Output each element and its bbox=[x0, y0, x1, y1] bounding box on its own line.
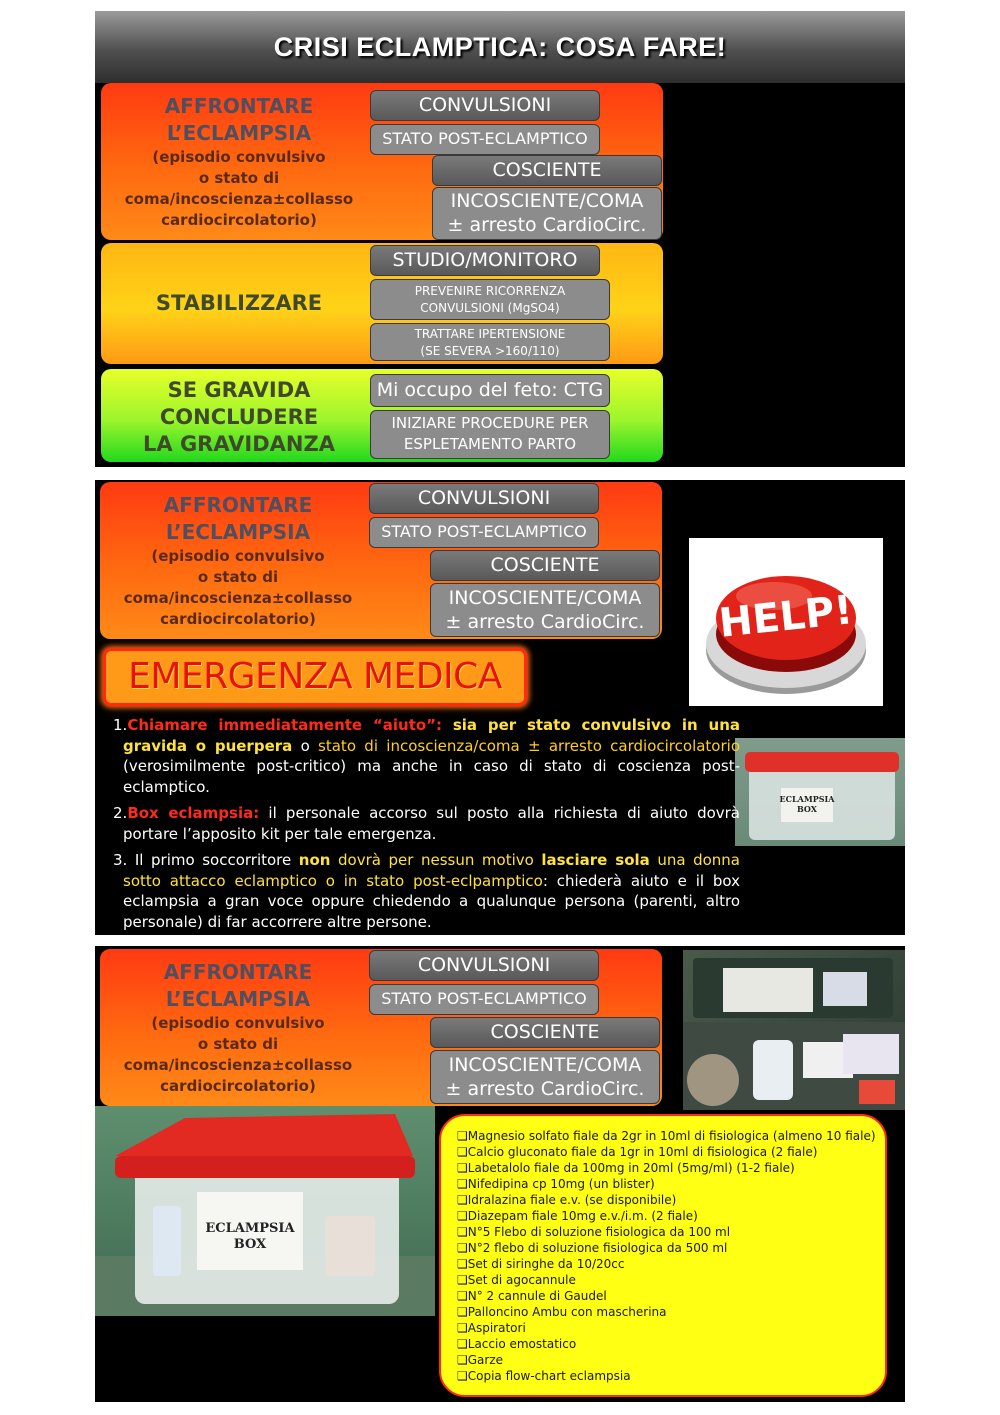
step-1-b: sia per stato convulsivo in una gravida o puerpera bbox=[123, 716, 740, 755]
box-prevenire bbox=[370, 279, 610, 320]
open-kit-photo bbox=[683, 950, 905, 1110]
affrontare-title-2: L’ECLAMPSIA bbox=[166, 121, 312, 145]
step-3 bbox=[113, 850, 740, 932]
step-1-d: stato di incoscienza/coma ± arresto cardiocircolatorio bbox=[318, 736, 740, 755]
affrontare-title-1: AFFRONTARE bbox=[164, 94, 314, 118]
kit-item: ❑Labetalolo fiale da 100mg in 20ml (5mg/ml) (1-2 fiale) bbox=[457, 1161, 795, 1175]
big-box-label-2: BOX bbox=[233, 1237, 267, 1252]
affrontare-sub-3: coma/incoscienza±collasso bbox=[124, 190, 354, 208]
affrontare-sub-4: cardiocircolatorio) bbox=[161, 211, 317, 229]
step-2-num: 2. bbox=[113, 804, 128, 822]
gravida-line-3: LA GRAVIDANZA bbox=[143, 432, 335, 456]
step-3-f: : chiederà aiuto e il box eclampsia a gran voce oppure chiedendo a qualunque persona (parenti, altro personale) di far accorrere altre persone. bbox=[123, 871, 740, 931]
gravida-line-1: SE GRAVIDA bbox=[167, 378, 311, 402]
kit-item: ❑N°2 flebo di soluzione fisiologica da 500 ml bbox=[457, 1241, 728, 1255]
incosciente-line-2: ± arresto CardioCirc. bbox=[447, 214, 647, 236]
affrontare-title-2: L’ECLAMPSIA bbox=[165, 520, 311, 544]
eclampsia-box-photo-small bbox=[735, 738, 905, 846]
kit-item: ❑Garze bbox=[457, 1353, 504, 1367]
kit-item: ❑N° 2 cannule di Gaudel bbox=[457, 1289, 607, 1303]
box-post-eclamptico: STATO POST-ECLAMPTICO bbox=[370, 124, 600, 155]
affrontare-sub-3: coma/incoscienza±collasso bbox=[123, 1056, 353, 1074]
help-button-icon bbox=[689, 538, 883, 706]
kit-item: ❑Laccio emostatico bbox=[457, 1337, 577, 1351]
eclampsia-box-icon bbox=[735, 738, 905, 846]
prevenire-line-1: PREVENIRE RICORRENZA bbox=[414, 284, 566, 298]
box-cosciente: COSCIENTE bbox=[430, 1017, 660, 1048]
kit-item: ❑Copia flow-chart eclampsia bbox=[457, 1369, 631, 1383]
step-3-a: Il primo soccorritore bbox=[127, 851, 299, 869]
help-button-image bbox=[689, 538, 883, 706]
box-post-eclamptico: STATO POST-ECLAMPTICO bbox=[369, 984, 599, 1015]
box-convulsioni: CONVULSIONI bbox=[369, 950, 599, 981]
affrontare-sub-2: o stato di bbox=[197, 568, 279, 586]
step-2-b: il personale accorso sul posto alla richiesta di aiuto dovrà portare l’apposito kit per tale emergenza. bbox=[123, 804, 740, 843]
step-2-a: Box eclampsia: bbox=[127, 804, 260, 822]
slide-title-bar bbox=[95, 11, 905, 83]
box-convulsioni: CONVULSIONI bbox=[370, 90, 600, 121]
affrontare-sub-2: o stato di bbox=[198, 169, 280, 187]
affrontare-sub-1: (episodio convulsivo bbox=[152, 148, 326, 166]
stabilizzare-title: STABILIZZARE bbox=[155, 291, 323, 315]
eclampsia-box-photo-large bbox=[95, 1106, 435, 1316]
affrontare-sub-1: (episodio convulsivo bbox=[151, 547, 325, 565]
kit-item: ❑Aspiratori bbox=[457, 1321, 526, 1335]
kit-item: ❑Set di siringhe da 10/20cc bbox=[457, 1257, 625, 1271]
help-text: HELP! bbox=[716, 587, 855, 647]
slide-emergenza-medica bbox=[95, 480, 905, 935]
incosciente-line-2: ± arresto CardioCirc. bbox=[445, 1078, 645, 1100]
step-1-c: o bbox=[292, 736, 319, 755]
box-cosciente: COSCIENTE bbox=[432, 155, 662, 186]
incosciente-line-1: INCOSCIENTE/COMA bbox=[448, 587, 642, 609]
emergenza-medica-banner bbox=[103, 648, 527, 706]
box-post-eclamptico: STATO POST-ECLAMPTICO bbox=[369, 517, 599, 548]
kit-item: ❑Palloncino Ambu con mascherina bbox=[457, 1305, 667, 1319]
kit-contents-list bbox=[439, 1114, 887, 1397]
affrontare-sub-3: coma/incoscienza±collasso bbox=[123, 589, 353, 607]
affrontare-title-2: L’ECLAMPSIA bbox=[165, 987, 311, 1011]
step-2 bbox=[113, 803, 740, 844]
kit-item: ❑Magnesio solfato fiale da 2gr in 10ml di fisiologica (almeno 10 fiale) bbox=[457, 1129, 876, 1143]
box-cosciente: COSCIENTE bbox=[430, 550, 660, 581]
step-3-num: 3. bbox=[113, 851, 128, 869]
slide-flowchart-overview bbox=[95, 11, 905, 467]
step-1-a: Chiamare immediatamente “aiuto”: bbox=[127, 716, 443, 734]
kit-item: ❑Calcio gluconato fiale da 1gr in 10ml di fisiologica (2 fiale) bbox=[457, 1145, 818, 1159]
big-box-label-1: ECLAMPSIA bbox=[205, 1221, 295, 1236]
step-3-d: lasciare sola bbox=[541, 851, 650, 869]
box-label-2: BOX bbox=[797, 804, 817, 814]
slide-title: CRISI ECLAMPTICA: COSA FARE! bbox=[273, 32, 727, 62]
box-incosciente bbox=[432, 187, 662, 240]
box-label-1: ECLAMPSIA bbox=[779, 794, 835, 804]
gravida-line-2: CONCLUDERE bbox=[159, 405, 319, 429]
iniziare-line-1: INIZIARE PROCEDURE PER bbox=[391, 414, 589, 432]
incosciente-line-1: INCOSCIENTE/COMA bbox=[448, 1054, 642, 1076]
kit-item: ❑Nifedipina cp 10mg (un blister) bbox=[457, 1177, 655, 1191]
emergenza-medica-title: EMERGENZA MEDICA bbox=[128, 656, 502, 697]
kit-item: ❑Idralazina fiale e.v. (se disponibile) bbox=[457, 1193, 677, 1207]
emergency-steps-list bbox=[113, 715, 740, 935]
trattare-line-1: TRATTARE IPERTENSIONE bbox=[414, 327, 566, 341]
box-incosciente bbox=[430, 1050, 660, 1104]
box-feto-ctg: Mi occupo del feto: CTG bbox=[370, 374, 610, 407]
affrontare-title-1: AFFRONTARE bbox=[163, 493, 313, 517]
affrontare-sub-2: o stato di bbox=[197, 1035, 279, 1053]
slide-eclampsia-box-contents bbox=[95, 946, 905, 1402]
kit-item: ❑Set di agocannule bbox=[457, 1273, 576, 1287]
prevenire-line-2: CONVULSIONI (MgSO4) bbox=[420, 301, 560, 315]
affrontare-title-1: AFFRONTARE bbox=[163, 960, 313, 984]
incosciente-line-1: INCOSCIENTE/COMA bbox=[450, 190, 644, 212]
trattare-line-2: (SE SEVERA >160/110) bbox=[420, 344, 560, 358]
affrontare-sub-4: cardiocircolatorio) bbox=[160, 610, 316, 628]
open-kit-icon bbox=[683, 950, 905, 1110]
step-1-e: (verosimilmente post-critico) ma anche in caso di stato di coscienza post-eclamptico. bbox=[123, 757, 740, 796]
incosciente-line-2: ± arresto CardioCirc. bbox=[445, 611, 645, 633]
step-3-b: non bbox=[298, 851, 331, 869]
kit-item: ❑N°5 Flebo di soluzione fisiologica da 100 ml bbox=[457, 1225, 731, 1239]
affrontare-sub-1: (episodio convulsivo bbox=[151, 1014, 325, 1032]
box-iniziare-procedure bbox=[370, 410, 610, 459]
box-convulsioni: CONVULSIONI bbox=[369, 483, 599, 514]
iniziare-line-2: ESPLETAMENTO PARTO bbox=[403, 435, 577, 453]
kit-item: ❑Diazepam fiale 10mg e.v./i.m. (2 fiale) bbox=[457, 1209, 698, 1223]
step-3-c: dovrà per nessun motivo bbox=[330, 851, 542, 869]
step-1-num: 1. bbox=[113, 716, 128, 734]
box-incosciente bbox=[430, 583, 660, 637]
step-3-e: una donna sotto attacco eclamptico o in stato post-eclpamptico bbox=[123, 851, 740, 890]
eclampsia-box-large-icon bbox=[95, 1106, 435, 1316]
affrontare-sub-4: cardiocircolatorio) bbox=[160, 1077, 316, 1095]
box-trattare-ipertensione bbox=[370, 323, 610, 361]
box-studio-monitoro: STUDIO/MONITORO bbox=[370, 245, 600, 276]
step-1 bbox=[113, 715, 740, 797]
